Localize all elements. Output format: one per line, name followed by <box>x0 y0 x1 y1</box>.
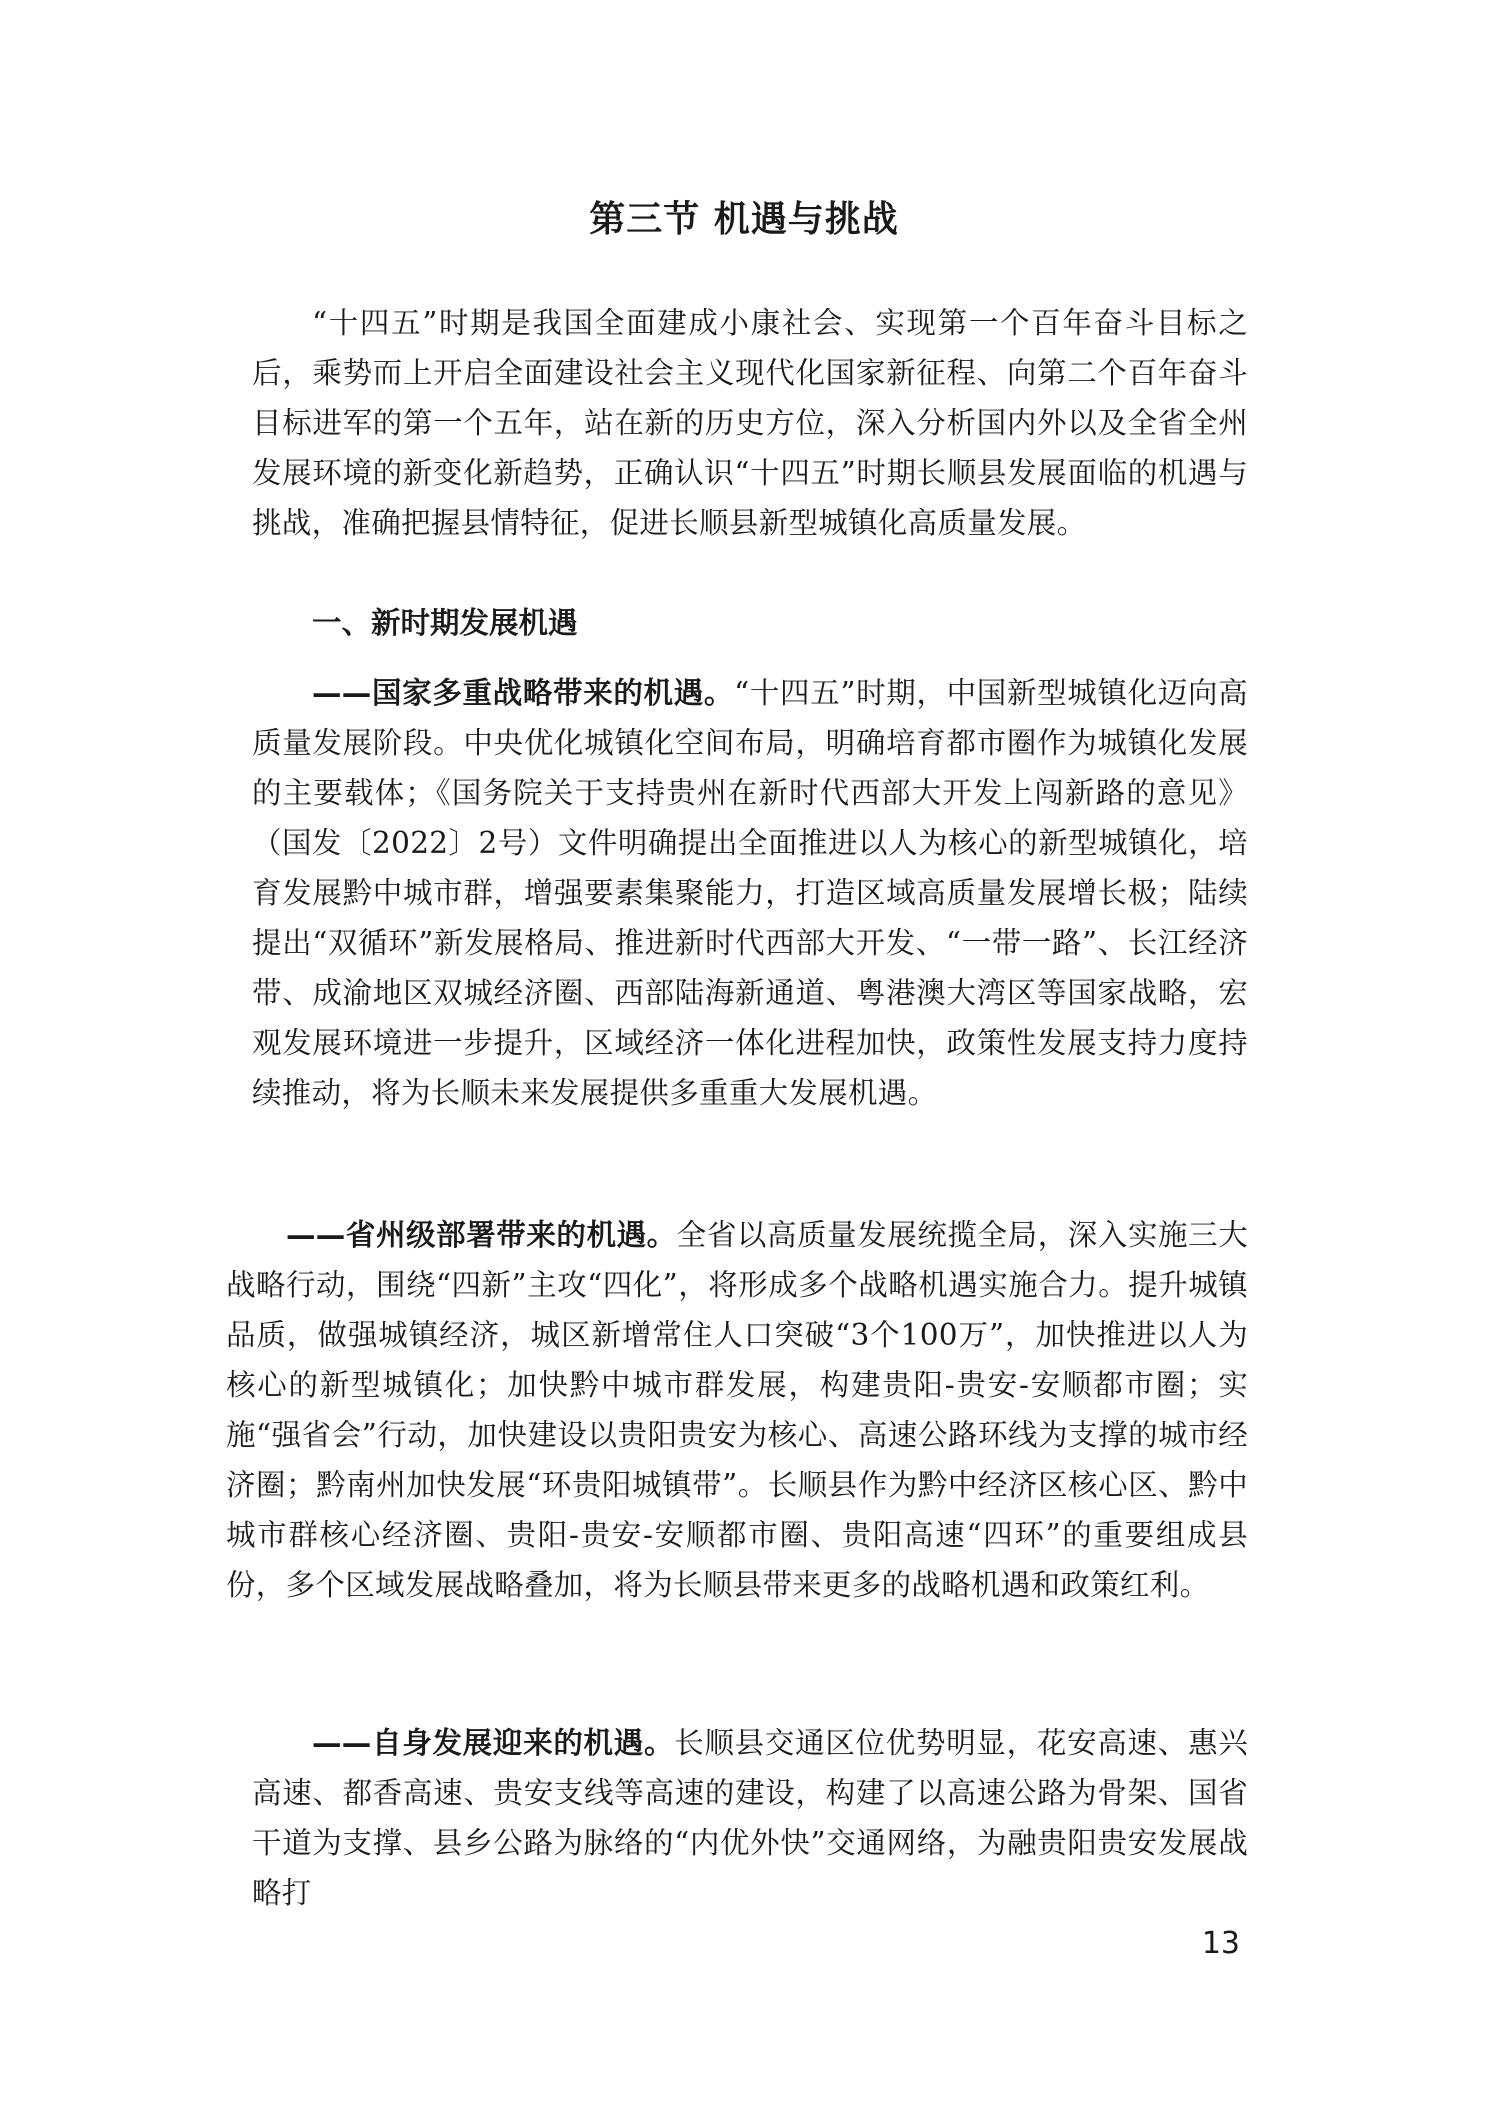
page-number: 13 <box>1201 1926 1240 1961</box>
opportunity-self-development-lead: ——自身发展迎来的机遇。 <box>312 1726 675 1760</box>
section-title: 第三节 机遇与挑战 <box>589 199 899 240</box>
subheading-new-era-opportunities: 一、新时期发展机遇 <box>312 606 578 640</box>
opportunity-self-development <box>252 1718 1248 1918</box>
opportunity-province-prefecture-text: 全省以高质量发展统揽全局，深入实施三大战略行动，围绕“四新”主攻“四化”，将形成多个战略机遇实施合力。提升城镇品质，做强城镇经济，城区新增常住人口突破“3个100万”，加快推进以人为核心的新型城镇化；加快黔中城市群发展，构建贵阳-贵安-安顺都市圈；实施“强省会”行动，加快建设以贵阳贵安为核心、高速公路环线为支撑的城市经济圈；黔南州加快发展“环贵阳城镇带”。长顺县作为黔中经济区核心区、黔中城市群核心经济圈、贵阳-贵安-安顺都市圈、贵阳高速“四环”的重要组成县份，多个区域发展战略叠加，将为长顺县带来更多的战略机遇和政策红利。 <box>226 1218 1249 1602</box>
opportunity-province-prefecture-lead: ——省州级部署带来的机遇。 <box>286 1218 677 1252</box>
opportunity-self-development-text: 长顺县交通区位优势明显，花安高速、惠兴高速、都香高速、贵安支线等高速的建设，构建了以高速公路为骨架、国省干道为支撑、县乡公路为脉络的“内优外快”交通网络，为融贵阳贵安发展战略打 <box>252 1726 1248 1910</box>
opportunity-province-prefecture <box>226 1210 1248 1610</box>
opportunity-national-strategies <box>252 668 1248 1118</box>
intro-paragraph: “十四五”时期是我国全面建成小康社会、实现第一个百年奋斗目标之后，乘势而上开启全面建设社会主义现代化国家新征程、向第二个百年奋斗目标进军的第一个五年，站在新的历史方位，深入分析国内外以及全省全州发展环境的新变化新趋势，正确认识“十四五”时期长顺县发展面临的机遇与挑战，准确把握县情特征，促进长顺县新型城镇化高质量发展。 <box>252 306 1248 540</box>
opportunity-national-strategies-text: “十四五”时期，中国新型城镇化迈向高质量发展阶段。中央优化城镇化空间布局，明确培育都市圈作为城镇化发展的主要载体；《国务院关于支持贵州在新时代西部大开发上闯新路的意见》（国发〔2022〕2号）文件明确提出全面推进以人为核心的新型城镇化，培育发展黔中城市群，增强要素集聚能力，打造区域高质量发展增长极；陆续提出“双循环”新发展格局、推进新时代西部大开发、“一带一路”、长江经济带、成渝地区双城经济圈、西部陆海新通道、粤港澳大湾区等国家战略，宏观发展环境进一步提升，区域经济一体化进程加快，政策性发展支持力度持续推动，将为长顺未来发展提供多重重大发展机遇。 <box>252 676 1248 1110</box>
opportunity-national-strategies-lead: ——国家多重战略带来的机遇。 <box>312 676 735 710</box>
